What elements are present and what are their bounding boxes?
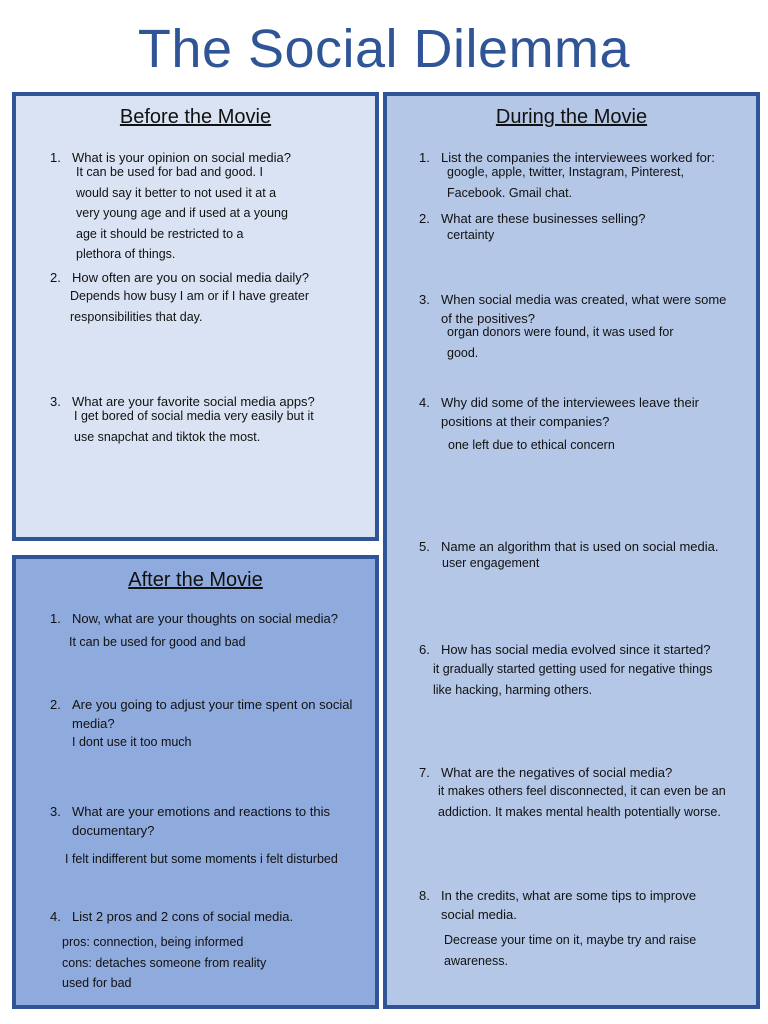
question-text: What are your favorite social media apps? [72,394,315,409]
during-answer-7: it makes others feel disconnected, it can even be an addiction. It makes mental health potentially worse. [438,784,726,819]
before-answer-3: I get bored of social media very easily but it use snapchat and tiktok the most. [74,409,314,444]
after-answer-2: I dont use it too much [72,735,192,749]
before-movie-panel [12,92,379,541]
before-answer-1: It can be used for bad and good. I would say it better to not used it at a very young age and if used at a young age it should be restricted to a plethora of things. [76,165,288,261]
during-answer-5: user engagement [442,556,540,570]
question-number: 2. [50,270,61,285]
after-movie-heading: After the Movie [128,569,263,591]
question-number: 1. [50,150,61,165]
during-movie-heading: During the Movie [495,106,648,128]
during-answer-8: Decrease your time on it, maybe try and raise awareness. [444,933,697,968]
question-text: What is your opinion on social media? [72,150,291,165]
during-answer-4: one left due to ethical concern [448,438,615,452]
question-text: How often are you on social media daily? [72,270,310,285]
page-title: The Social Dilemma [137,19,631,79]
before-movie-heading: Before the Movie [119,106,272,128]
during-answer-1: google, apple, twitter, Instagram, Pinterest, Facebook. Gmail chat. [447,165,684,200]
before-answer-2: Depends how busy I am or if I have greater responsibilities that day. [70,289,310,324]
after-movie-panel: After the Movie 1. Now, what are your thoughts on social media? It can be used for good and bad 2. Are you going to adjust your time spent on social media? I dont use it too much 3. What are your emotions and reactions to this documentary? I felt indifferent but some moments i felt disturbed 4. List 2 pros and 2 cons of social media. pros: connection, being informed cons: detaches someone from reality used for bad [12,555,379,1009]
during-answer-2: certainty [447,228,495,242]
question-number: 3. [50,394,61,409]
during-answer-6: it gradually started getting used for negative things like hacking, harming others. [433,662,713,697]
after-answer-1: It can be used for good and bad [69,635,246,649]
during-answer-3: organ donors were found, it was used for good. [447,325,674,360]
during-movie-panel: During the Movie 1. List the companies the interviewees worked for: google, apple, twitter, Instagram, Pinterest, Facebook. Gmail chat. 2. What are these businesses selling? certainty 3. When social media was created, what were some of the positives? organ donors were found, it was used for good. 4. Why did some of the interviewees leave their positions at their companies? one left due to ethical concern 5. Name an algorithm that is used on social media. user engagement 6. How has social media evolved since it started? it gradually started getting used for negative things like hacking, harming others. 7. What are the negatives of social media? it makes others feel disconnected, it can even be an addiction. It makes mental health potentially worse. 8. In the credits, what are some tips to improve social media. Decrease your time on it, maybe try and raise awareness. [383,92,760,1009]
after-answer-4: pros: connection, being informed cons: detaches someone from reality used for bad [62,935,267,990]
after-answer-3: I felt indifferent but some moments i felt disturbed [65,852,338,866]
